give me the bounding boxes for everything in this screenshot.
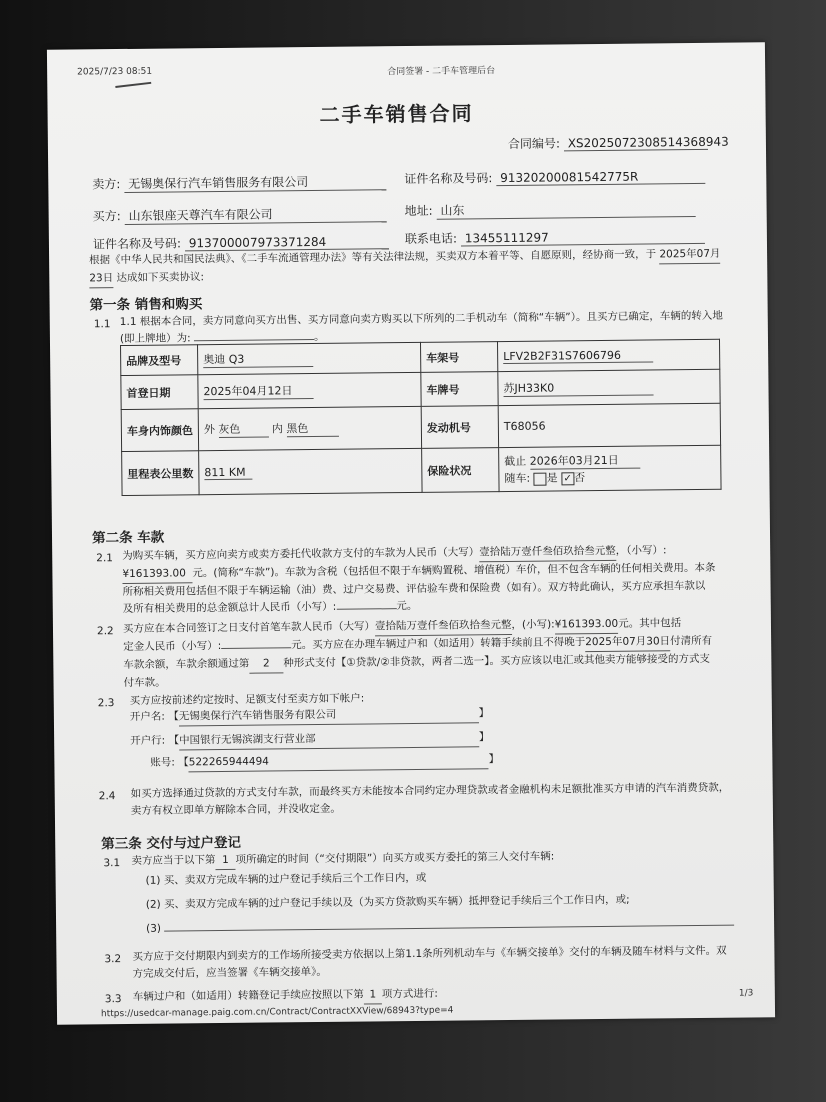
bank-bracket-l: 【 xyxy=(168,734,180,747)
acct-name-bracket-l: 【 xyxy=(168,710,179,723)
engine-label: 发动机号 xyxy=(421,406,498,449)
page-title: 二手车销售合同 xyxy=(319,101,474,127)
c32-l2: 方完成交付后，应当签署《车辆交接单》。 xyxy=(132,965,327,980)
c33-item: 1 xyxy=(364,986,382,1004)
mileage-text: 811 xyxy=(204,465,226,479)
plate-label: 车牌号 xyxy=(421,372,498,407)
acct-no-bracket-l: 【 xyxy=(178,756,189,769)
clause-2-4 xyxy=(131,779,756,820)
in-color: 黑色 xyxy=(286,420,338,438)
intro-text: 根据《中华人民共和国民法典》、《二手车流通管理办法》等有关法律法规，买卖双方本着平等、自愿原则，经协商一致，于 xyxy=(89,248,657,267)
mileage-value xyxy=(199,448,422,494)
plate-value xyxy=(498,369,720,405)
mileage-unit: KM xyxy=(228,465,246,479)
bank-bracket-r: 】 xyxy=(478,731,490,744)
seller-row xyxy=(92,172,386,193)
c21-amount: ¥161393.00 xyxy=(122,565,192,584)
reg-value xyxy=(198,372,421,408)
header-datetime: 2025/7/23 08:51 xyxy=(77,66,153,78)
vin-label: 车架号 xyxy=(420,342,497,373)
contract-page xyxy=(47,42,775,1024)
clause-2-1 xyxy=(122,541,748,618)
clause-3-3-num: 3.3 xyxy=(104,993,122,1006)
c22-l1c: 元。其中包括 xyxy=(618,617,682,630)
section-1-title: 第一条 销售和购买 xyxy=(89,296,203,314)
c33-a: 车辆过户和（如适用）转籍登记手续应按照以下第 xyxy=(132,988,364,1003)
clause-2-4-num: 2.4 xyxy=(98,790,116,803)
insurance-label: 保险状况 xyxy=(422,448,499,493)
c22-l4: 付车款。 xyxy=(123,676,166,690)
c21-l2b: 元。(简称“车款”)。车款为含税（包括但不限于车辆购置税、增值税）车价，但不包含车辆的任何相关费用。本条 xyxy=(192,561,716,580)
in-prefix: 内 xyxy=(271,422,283,436)
c33-b: 项方式进行: xyxy=(381,987,438,1001)
acct-name-bracket-r: 】 xyxy=(478,707,490,720)
brand-label: 品牌及型号 xyxy=(121,345,198,376)
c22-l3b: 种形式支付【①贷款/②非贷款，两者二选一】。买方应该以电汇或其他卖方能够接受的方式支 xyxy=(283,652,711,670)
ins-prefix: 截止 xyxy=(504,454,527,469)
clause-1-1-num: 1.1 xyxy=(93,318,111,331)
with-car-label: 随车: xyxy=(504,471,531,486)
c31-option-1: (1) 买、卖双方完成车辆的过户登记手续后三个工作日内，或 xyxy=(145,871,427,887)
clause-2-2 xyxy=(123,614,749,692)
vin-text: LFV2B2F31S7606796 xyxy=(503,348,653,364)
contract-no xyxy=(507,133,729,152)
section-3-title: 第三条 交付与过户登记 xyxy=(101,834,242,853)
c31-option-2: (2) 买、卖双方完成车辆的过户登记手续以及（为买方贷款购买车辆）抵押登记手续后三个工作日内，或; xyxy=(145,893,630,911)
seller-id-value: 91320200081542775R xyxy=(496,169,705,186)
c31-a: 卖方应当于以下第 xyxy=(131,854,216,867)
clause-2-2-num: 2.2 xyxy=(96,625,114,638)
clause-2-1-num: 2.1 xyxy=(96,552,114,565)
c22-amount: ¥161393.00 xyxy=(555,616,619,635)
clause-2-3-text: 买方应按前述约定按时、足额支付至卖方如下帐户: xyxy=(129,692,365,707)
footer-page: 1/3 xyxy=(738,988,754,999)
ins-date: 2026年03月21日 xyxy=(530,452,640,470)
account-name-row xyxy=(130,705,550,727)
buyer-addr-value: 山东 xyxy=(436,199,695,220)
c22-l2a: 定金人民币（小写）: xyxy=(123,639,222,654)
c22-amount-cn: 壹拾陆万壹仟叁佰玖拾叁元整 xyxy=(375,617,512,636)
buyer-id-label: 证件名称及号码: xyxy=(92,236,182,252)
reg-text: 2025年04月12日 xyxy=(203,382,313,400)
out-color: 灰色 xyxy=(218,420,268,438)
intro-date-a: 2025年07月 xyxy=(659,246,720,265)
acct-no-label: 账号: xyxy=(150,756,175,769)
contract-no-value: XS2025072308514368943 xyxy=(564,135,708,152)
c21-l1a: 为购买车辆，买方应向卖方或卖方委托代收款方支付的车款为人民币（大写） xyxy=(122,546,480,563)
clause-1-1-text: 1.1 根据本合同，卖方同意向买方出售、买方同意向卖方购买以下所列的二手机动车（简称“车辆”）。且买方已确定，车辆的转入地 xyxy=(119,309,723,329)
c22-way: 2 xyxy=(249,655,283,673)
plate-text: 苏JH33K0 xyxy=(503,378,653,397)
vehicle-table xyxy=(120,339,722,496)
c22-l3a: 车款余额，车款余额通过第 xyxy=(123,657,250,672)
footer-url: https://usedcar-manage.paig.com.cn/Contract/ContractXXView/68943?type=4 xyxy=(100,1005,454,1020)
buyer-row xyxy=(93,204,387,225)
clause-2-3-num: 2.3 xyxy=(97,697,115,710)
brand-text: 奥迪 Q3 xyxy=(203,350,313,368)
bank-row xyxy=(130,729,550,751)
clause-3-1-num: 3.1 xyxy=(103,857,121,870)
intro-paragraph xyxy=(89,246,729,289)
c31-b: 项所确定的时间（“交付期限”）向买方或买方委托的第三人交付车辆: xyxy=(235,850,555,866)
acct-name-value: 无锡奥保行汽车销售服务有限公司 xyxy=(179,705,479,726)
buyer-phone-row xyxy=(405,227,705,247)
vin-value xyxy=(497,339,719,371)
seller-label: 卖方: xyxy=(92,177,121,192)
contract-no-label: 合同编号: xyxy=(507,136,561,151)
clause-3-2-num: 3.2 xyxy=(104,953,122,966)
yes-checkbox[interactable] xyxy=(534,472,547,485)
color-value xyxy=(198,406,421,450)
c22-l1a: 买方应在本合同签订之日支付首笔车款人民币（大写） xyxy=(122,620,376,636)
bank-label: 开户行: xyxy=(130,734,166,747)
out-prefix: 外 xyxy=(203,423,215,437)
clause-3-3 xyxy=(133,982,753,1006)
intro-text2: 达成如下买卖协议: xyxy=(116,271,205,285)
c22-date: 2025年07月30日 xyxy=(585,633,670,652)
c21-l4end: 元。 xyxy=(396,599,418,613)
reg-label: 首登日期 xyxy=(121,375,198,410)
c21-l4: 及所有相关费用的总金额总计人民币（小写）: xyxy=(122,600,337,616)
c22-l2b: 元。买方应在办理车辆过户和（如适用）转籍手续前且不得晚于 xyxy=(291,636,586,652)
bank-value: 中国银行无锡滨湖支行营业部 xyxy=(179,729,479,750)
buyer-id-value: 913700007973371284 xyxy=(185,234,389,251)
mileage-label: 里程表公里数 xyxy=(122,451,199,496)
c32-l1: 买方应于交付期限内到卖方的工作场所接受卖方依据以上第1.1条所列机动车与《车辆交接单》交付的车辆及随车材料与文件。双 xyxy=(132,944,727,963)
clause-1-1-end: 。 xyxy=(313,330,325,344)
seller-id-label: 证件名称及号码: xyxy=(404,171,493,187)
engine-value: T68056 xyxy=(498,403,720,447)
color-label: 车身内饰颜色 xyxy=(121,409,198,452)
buyer-value: 山东银座天尊汽车有限公司 xyxy=(124,204,386,225)
clause-1-1-text2: (即上牌地）为: xyxy=(119,332,191,346)
c31-option-3 xyxy=(146,915,746,938)
acct-no-bracket-r: 】 xyxy=(488,753,500,766)
brand-value xyxy=(198,342,421,374)
buyer-label: 买方: xyxy=(92,209,121,224)
mileage-field xyxy=(204,465,252,480)
no-label: 否 xyxy=(574,471,586,485)
seller-id-row xyxy=(404,167,705,187)
buyer-addr-label: 地址: xyxy=(404,203,433,219)
header-title: 合同签署 - 二手车管理后台 xyxy=(387,66,496,78)
c31-o3-label: (3) xyxy=(146,922,162,935)
section-2-title: 第二条 车款 xyxy=(91,529,165,547)
c21-l3: 所称相关费用包括但不限于车辆运输（油）费、过户交易费、评估验车费和保险费（如有）。双方特此确认，买方应承担车款以 xyxy=(122,579,706,599)
c22-l1b: ，(小写): xyxy=(511,618,555,631)
acct-name-label: 开户名: xyxy=(129,710,166,723)
c31-item: 1 xyxy=(215,852,235,870)
seller-value: 无锡奥保行汽车销售服务有限公司 xyxy=(124,172,386,193)
c22-l2c: 付清所有 xyxy=(670,634,713,648)
buyer-addr-row xyxy=(405,199,696,220)
yes-label: 是 xyxy=(546,471,558,485)
no-checkbox[interactable]: ✓ xyxy=(561,472,574,485)
c24-l2: 卖方有权立即单方解除本合同，并没收定金。 xyxy=(130,802,341,817)
c24-l1: 如买方选择通过贷款的方式支付车款，而最终买方未能按本合同约定办理贷款或者金融机构未足额批准买方申请的汽车消费贷款， xyxy=(130,781,730,800)
c21-amount-cn: 壹拾陆万壹仟叁佰玖拾叁元整 xyxy=(479,543,616,562)
intro-date-b: 23日 xyxy=(89,270,113,288)
pen-mark xyxy=(115,82,151,88)
clause-3-2 xyxy=(132,942,757,983)
account-no-row xyxy=(150,751,550,773)
insurance-value xyxy=(499,445,721,491)
buyer-phone-value: 13455111297 xyxy=(461,229,705,247)
acct-no-value: 522265944494 xyxy=(189,751,489,772)
buyer-phone-label: 联系电话: xyxy=(404,231,458,247)
c21-l1b: ，（小写）: xyxy=(615,544,667,557)
